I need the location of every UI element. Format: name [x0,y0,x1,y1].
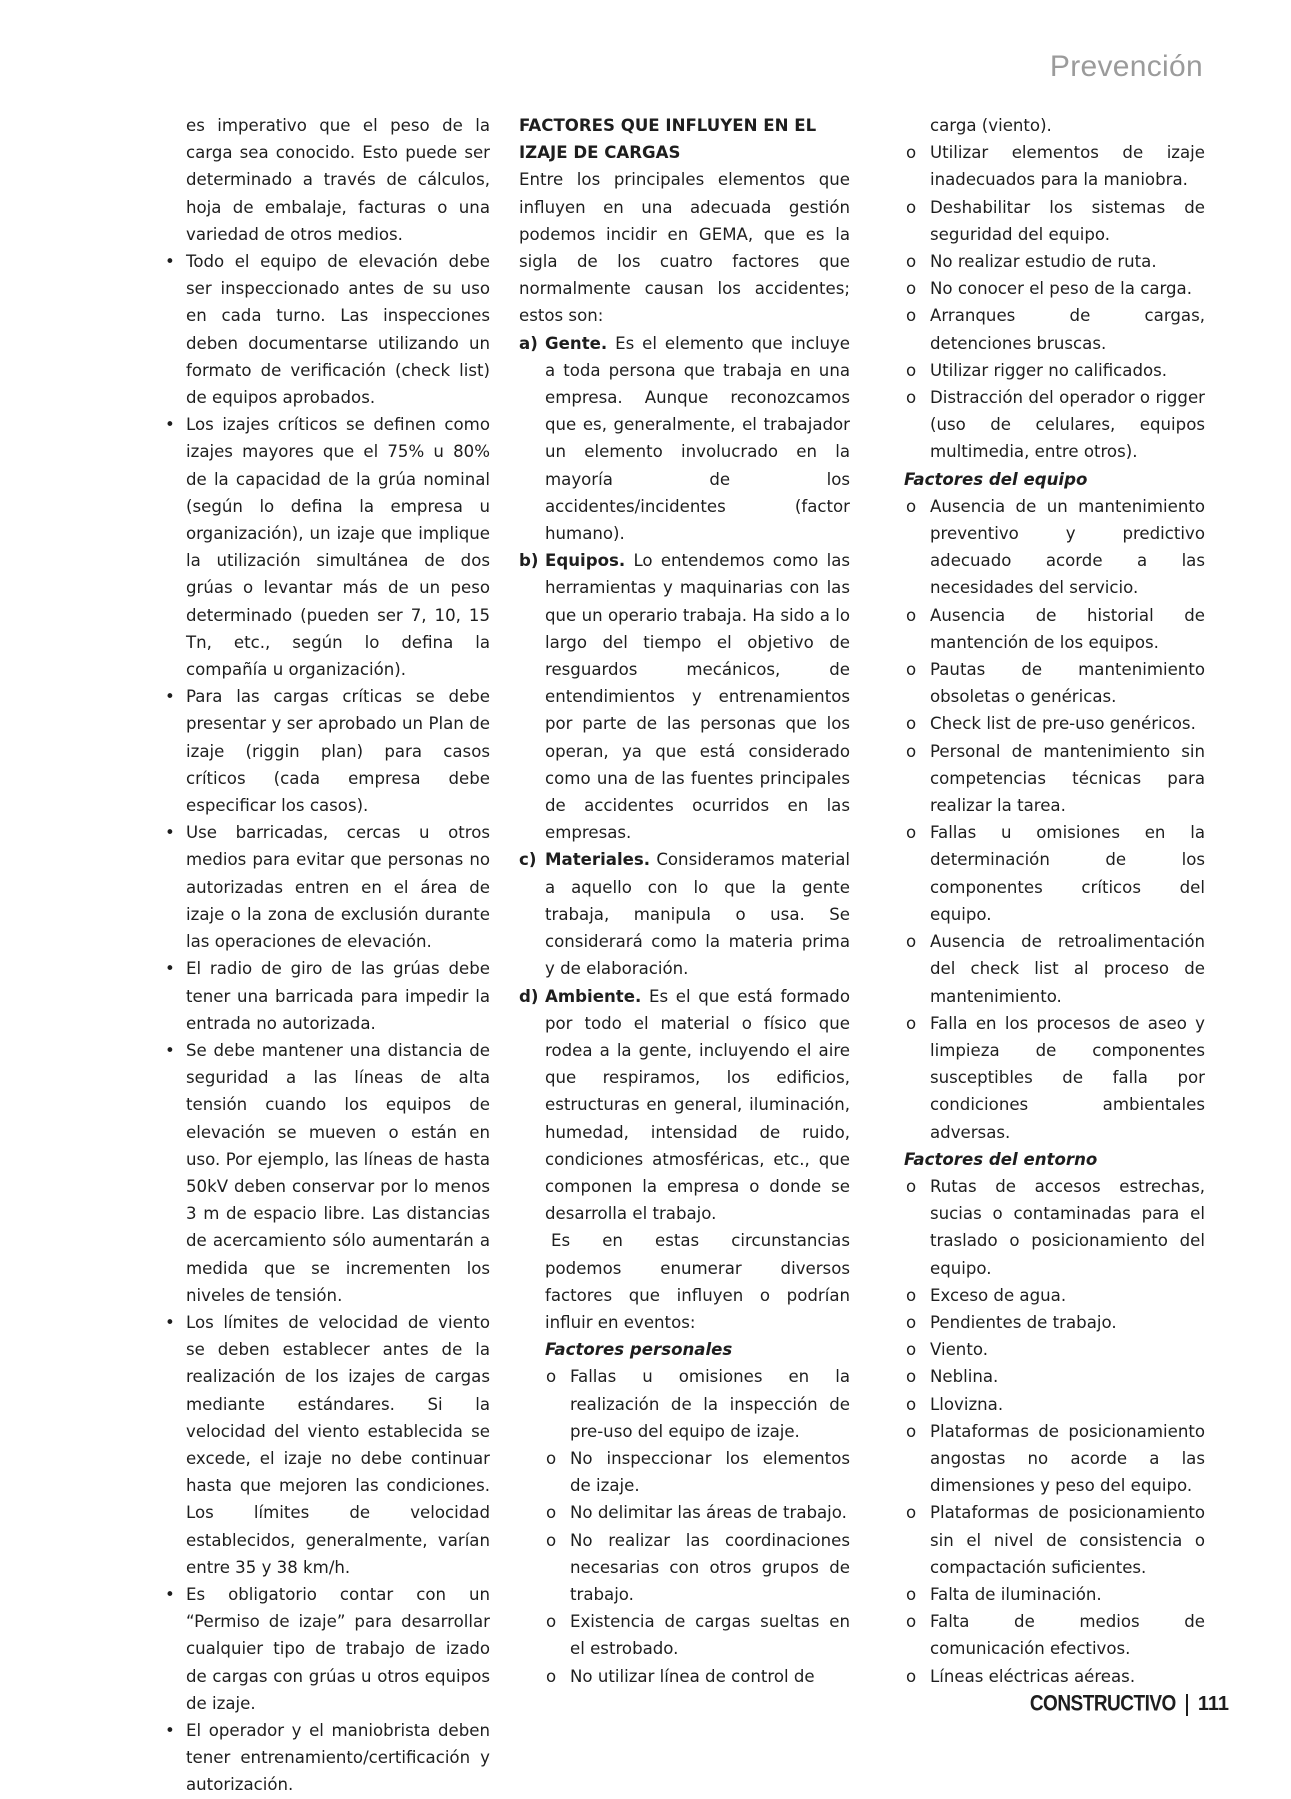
list-item: o Ausencia de un mantenimiento preventivo y predictivo adecuado acorde a las necesidades del servicio. [904,493,1205,602]
list-item: o Utilizar elementos de izaje inadecuados para la maniobra. [904,139,1205,193]
list-continuation: carga (viento). [930,116,1052,135]
page-footer [1030,1693,1229,1716]
list-item: o No utilizar línea de control de [519,1663,850,1690]
factor-text: Es el que está formado por todo el material o físico que rodea a la gente, incluyendo el aire que respiramos, los edificios, estructuras en general, iluminación, humedad, intensidad de ruido, condiciones atmosféricas, etc., que componen la empresa o donde se desarrolla el trabajo. [545,986,850,1224]
subheading: Factores del entorno [904,1149,1098,1169]
list-item: o Deshabilitar los sistemas de seguridad del equipo. [904,194,1205,248]
section-label: Prevención [1049,50,1203,83]
paragraph: Entre los principales elementos que influyen en una adecuada gestión podemos incidir en GEMA, que es la sigla de los cuatro factores que normalmente causan los accidentes; estos son: [519,170,850,326]
bullet-item: • El radio de giro de las grúas debe tener una barricada para impedir la entrada no autorizada. [186,955,490,1037]
list-item: o Existencia de cargas sueltas en el estrobado. [519,1608,850,1662]
list-item: o Falla en los procesos de aseo y limpieza de componentes susceptibles de falla por condiciones ambientales adversas. [904,1010,1205,1146]
factor-letter: c) [519,850,537,870]
factor-term: Ambiente. [545,986,642,1006]
list-item: o Arranques de cargas, detenciones bruscas. [904,302,1205,356]
magazine-brand: CONSTRUCTIVO [1029,1691,1176,1716]
factor-term: Materiales. [545,850,651,870]
list-item: o Ausencia de historial de mantención de los equipos. [904,602,1205,656]
factor-letter: a) [519,333,538,353]
list-item: o No delimitar las áreas de trabajo. [519,1499,850,1526]
factor-letter: b) [519,551,539,571]
subheading: Factores personales [545,1340,733,1360]
subheading: Factores del equipo [904,469,1088,489]
column-1 [186,112,490,1799]
list-item: o Ausencia de retroalimentación del check list al proceso de mantenimiento. [904,928,1205,1010]
list-item: o Llovizna. [904,1391,1205,1418]
bullet-item: • Es obligatorio contar con un “Permiso de izaje” para desarrollar cualquier tipo de trabajo de izado de cargas con grúas u otros equipos de izaje. [186,1581,490,1717]
bullet-item: • Se debe mantener una distancia de seguridad a las líneas de alta tensión cuando los equipos de elevación se mueven o están en uso. Por ejemplo, las líneas de hasta 50kV deben conservar por lo menos 3 m de espacio libre. Las distancias de acercamiento sólo aumentarán a medida que se incrementen los niveles de tensión. [186,1037,490,1309]
factor-text: Consideramos material a aquello con lo que la gente trabaja, manipula o usa. Se considerará como la materia prima y de elaboración. [545,850,850,979]
footer-divider [1186,1694,1188,1716]
column-2 [519,112,850,1690]
factor-item [519,846,850,982]
list-item: o Rutas de accesos estrechas, sucias o contaminadas para el traslado o posicionamiento del equipo. [904,1173,1205,1282]
list-item: o Neblina. [904,1363,1205,1390]
factor-item [519,547,850,846]
bullet-item: • El operador y el maniobrista deben tener entrenamiento/certificación y autorización. [186,1717,490,1799]
list-item: o Fallas u omisiones en la realización de la inspección de pre-uso del equipo de izaje. [519,1363,850,1445]
bullet-item: • Los límites de velocidad de viento se deben establecer antes de la realización de los izajes de cargas mediante estándares. Si la velocidad del viento establecida se excede, el izaje no debe continuar hasta que mejoren las condiciones. Los límites de velocidad establecidos, generalmente, varían entre 35 y 38 km/h. [186,1309,490,1581]
list-item: o Distracción del operador o rigger (uso de celulares, equipos multimedia, entre otros). [904,384,1205,466]
list-item: o Fallas u omisiones en la determinación de los componentes críticos del equipo. [904,819,1205,928]
list-item: o Falta de iluminación. [904,1581,1205,1608]
factor-term: Equipos. [545,551,626,571]
column-3 [904,112,1205,1690]
factor-item [519,983,850,1228]
factor-term: Gente. [545,333,608,353]
section-heading: FACTORES QUE INFLUYEN EN EL IZAJE DE CARGAS [519,116,817,163]
list-item: o Exceso de agua. [904,1282,1205,1309]
list-item: o Líneas eléctricas aéreas. [904,1663,1205,1690]
list-item: o Plataformas de posicionamiento angostas no acorde a las dimensiones y peso del equipo. [904,1418,1205,1500]
paragraph: es imperativo que el peso de la carga sea conocido. Esto puede ser determinado a través de cálculos, hoja de embalaje, facturas o una variedad de otros medios. [186,116,490,244]
list-item: o No realizar estudio de ruta. [904,248,1205,275]
list-item: o Pautas de mantenimiento obsoletas o genéricas. [904,656,1205,710]
bullet-item: • Use barricadas, cercas u otros medios para evitar que personas no autorizadas entren en el área de izaje o la zona de exclusión durante las operaciones de elevación. [186,819,490,955]
list-item: o Plataformas de posicionamiento sin el nivel de consistencia o compactación suficientes. [904,1499,1205,1581]
factor-item [519,330,850,548]
bullet-item: • Todo el equipo de elevación debe ser inspeccionado antes de su uso en cada turno. Las inspecciones deben documentarse utilizando un formato de verificación (check list) de equipos aprobados. [186,248,490,411]
factor-letter: d) [519,986,539,1006]
list-item: o No conocer el peso de la carga. [904,275,1205,302]
list-item: o Utilizar rigger no calificados. [904,357,1205,384]
factor-text: Lo entendemos como las herramientas y maquinarias con las que un operario trabaja. Ha sido a lo largo del tiempo el objetivo de resguardos mecánicos, de entendimientos y entrenamientos por parte de las personas que los operan, ya que está considerado como una de las fuentes principales de accidentes ocurridos en las empresas. [545,551,851,843]
bullet-item: • Los izajes críticos se definen como izajes mayores que el 75% u 80% de la capacidad de la grúa nominal (según lo defina la empresa u organización), un izaje que implique la utilización simultánea de dos grúas o levantar más de un peso determinado (pueden ser 7, 10, 15 Tn, etc., según lo defina la compañía u organización). [186,411,490,683]
list-item: o Viento. [904,1336,1205,1363]
paragraph: Es en estas circunstancias podemos enumerar diversos factores que influyen o podrían influir en eventos: [545,1231,850,1332]
page-number: 111 [1197,1693,1229,1715]
bullet-item: • Para las cargas críticas se debe presentar y ser aprobado un Plan de izaje (riggin plan) para casos críticos (cada empresa debe especificar los casos). [186,683,490,819]
list-item: o Pendientes de trabajo. [904,1309,1205,1336]
list-item: o Falta de medios de comunicación efectivos. [904,1608,1205,1662]
factor-text: Es el elemento que incluye a toda persona que trabaja en una empresa. Aunque reconozcamos que es, generalmente, el trabajador un elemento involucrado en la mayoría de los accidentes/incidentes (factor humano). [545,333,850,544]
list-item: o Personal de mantenimiento sin competencias técnicas para realizar la tarea. [904,738,1205,820]
list-item: o Check list de pre-uso genéricos. [904,710,1205,737]
list-item: o No realizar las coordinaciones necesarias con otros grupos de trabajo. [519,1527,850,1609]
list-item: o No inspeccionar los elementos de izaje. [519,1445,850,1499]
